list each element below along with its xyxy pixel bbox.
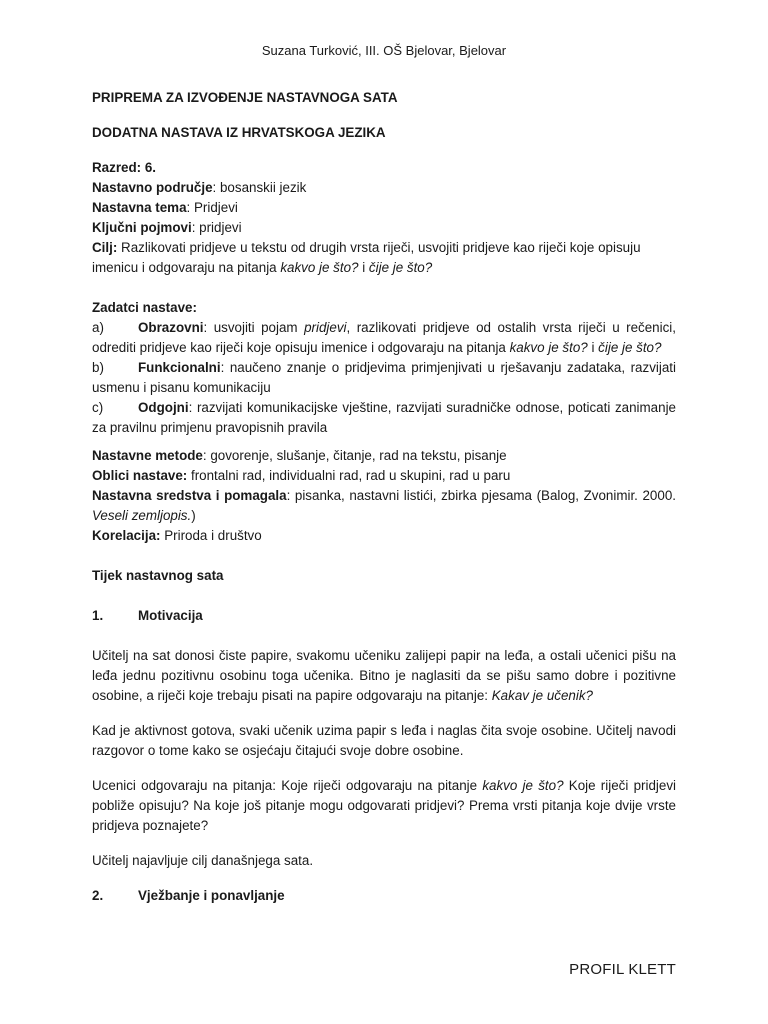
tasks-heading: Zadatci nastave:: [92, 300, 197, 315]
task-a-term: pridjevi: [304, 320, 347, 335]
subject-area-line: [92, 178, 676, 198]
correlation-value: Priroda i društvo: [160, 528, 262, 543]
task-b: [92, 358, 676, 398]
lesson-tasks: [92, 298, 676, 438]
paragraph-2: Kad je aktivnost gotova, svaki učenik uzima papir s leđa i naglas čita svoje osobine. Učitelj navodi razgovor o tome kako se osjećaju čitajući svoje dobre osobine.: [92, 723, 676, 758]
lesson-methods: [92, 446, 676, 546]
section-1-number: 1.: [92, 608, 104, 623]
flow-heading: Tijek nastavnog sata: [92, 568, 224, 583]
section-1-title: Motivacija: [138, 608, 203, 623]
goal-question-1: kakvo je što?: [280, 260, 359, 275]
task-a-text-2: , razlikovati pridjeve od ostalih vrsta riječi u rečenici, odrediti pridjeve kao riječi koje opisuju imenice i odgovaraju na pitanja: [92, 320, 676, 355]
paragraph-1-question: Kakav je učenik?: [491, 688, 593, 703]
lesson-flow: [92, 566, 676, 906]
document-subtitle: DODATNA NASTAVA IZ HRVATSKOGA JEZIKA: [92, 125, 386, 140]
task-b-letter: b): [92, 360, 104, 375]
task-a-and: i: [587, 340, 599, 355]
paragraph-3-text-2: Koje riječi pridjevi pobliže opisuju? Na koje još pitanje mogu odgovarati pridjevi? Prema vrsti pitanja koje dvije vrste pridjeva poznajete?: [92, 778, 676, 833]
topic-label: Nastavna tema: [92, 200, 187, 215]
page-header: Suzana Turković, III. OŠ Bjelovar, Bjelovar: [261, 43, 507, 58]
grade-line: Razred: 6.: [92, 160, 156, 175]
materials-label: Nastavna sredstva i pomagala: [92, 488, 287, 503]
key-terms-line: [92, 218, 676, 238]
document-body: [92, 88, 676, 906]
goal-paragraph: [92, 238, 676, 278]
task-b-text: : naučeno znanje o pridjevima primjenjivati u rješavanju zadataka, razvijati usmenu i pisanu komunikaciju: [92, 360, 676, 395]
paragraph-1: [92, 646, 676, 706]
section-2-heading: [92, 886, 676, 906]
task-c: [92, 398, 676, 438]
goal-label: Cilj:: [92, 240, 118, 255]
key-terms-label: Ključni pojmovi: [92, 220, 192, 235]
materials-end: ): [191, 508, 196, 523]
task-c-text: : razvijati komunikacijske vještine, razvijati suradničke odnose, poticati zanimanje za pravilnu primjenu pravopisnih pravila: [92, 400, 676, 435]
section-1-heading: [92, 606, 676, 626]
task-c-letter: c): [92, 400, 104, 415]
goal-text: Razlikovati pridjeve u tekstu od drugih vrsta riječi, usvojiti pridjeve kao riječi koje opisuju imenicu i odgovaraju na pitanja: [92, 240, 641, 275]
methods-value: : govorenje, slušanje, čitanje, rad na tekstu, pisanje: [202, 448, 507, 463]
lesson-info: [92, 158, 676, 278]
materials-value: : pisanka, nastavni listići, zbirka pjesama (Balog, Zvonimir. 2000.: [286, 488, 676, 503]
methods-label: Nastavne metode: [92, 448, 203, 463]
correlation-label: Korelacija:: [92, 528, 161, 543]
task-a-label: Obrazovni: [138, 320, 204, 335]
task-a: [92, 318, 676, 358]
materials-line: [92, 486, 676, 526]
task-a-question-2: čije je što?: [598, 340, 662, 355]
paragraph-3-text-1: Ucenici odgovaraju na pitanja: Koje riječi odgovaraju na pitanje: [92, 778, 483, 793]
paragraph-3: [92, 776, 676, 836]
topic-line: [92, 198, 676, 218]
section-2-number: 2.: [92, 888, 104, 903]
subject-area-label: Nastavno područje: [92, 180, 213, 195]
task-c-label: Odgojni: [138, 400, 189, 415]
task-b-label: Funkcionalni: [138, 360, 221, 375]
key-terms-value: : pridjevi: [191, 220, 242, 235]
paragraph-3-question: kakvo je što?: [482, 778, 564, 793]
paragraph-1-text: Učitelj na sat donosi čiste papire, svakomu učeniku zalijepi papir na leđa, a ostali učenici pišu na leđa jednu pozitivnu osobinu toga učenika. Bitno je naglasiti da se pišu samo dobre i pozitivne osobine, a riječi koje trebaju pisati na papire odgovaraju na pitanje:: [92, 648, 676, 703]
document-title: PRIPREMA ZA IZVOĐENJE NASTAVNOGA SATA: [92, 90, 398, 105]
section-2-title: Vježbanje i ponavljanje: [138, 888, 285, 903]
task-a-question-1: kakvo je što?: [509, 340, 588, 355]
materials-book: Veseli zemljopis.: [92, 508, 192, 523]
methods-line: [92, 446, 676, 466]
task-a-letter: a): [92, 320, 104, 335]
publisher-mark: PROFIL KLETT: [569, 961, 676, 978]
goal-and: i: [358, 260, 369, 275]
goal-question-2: čije je što?: [368, 260, 433, 275]
topic-value: : Pridjevi: [186, 200, 238, 215]
forms-label: Oblici nastave:: [92, 468, 188, 483]
paragraph-4: Učitelj najavljuje cilj današnjega sata.: [92, 853, 314, 868]
correlation-line: [92, 526, 676, 546]
subject-area-value: : bosanskii jezik: [212, 180, 307, 195]
forms-value: frontalni rad, individualni rad, rad u skupini, rad u paru: [187, 468, 511, 483]
task-a-text-1: : usvojiti pojam: [203, 320, 305, 335]
forms-line: [92, 466, 676, 486]
